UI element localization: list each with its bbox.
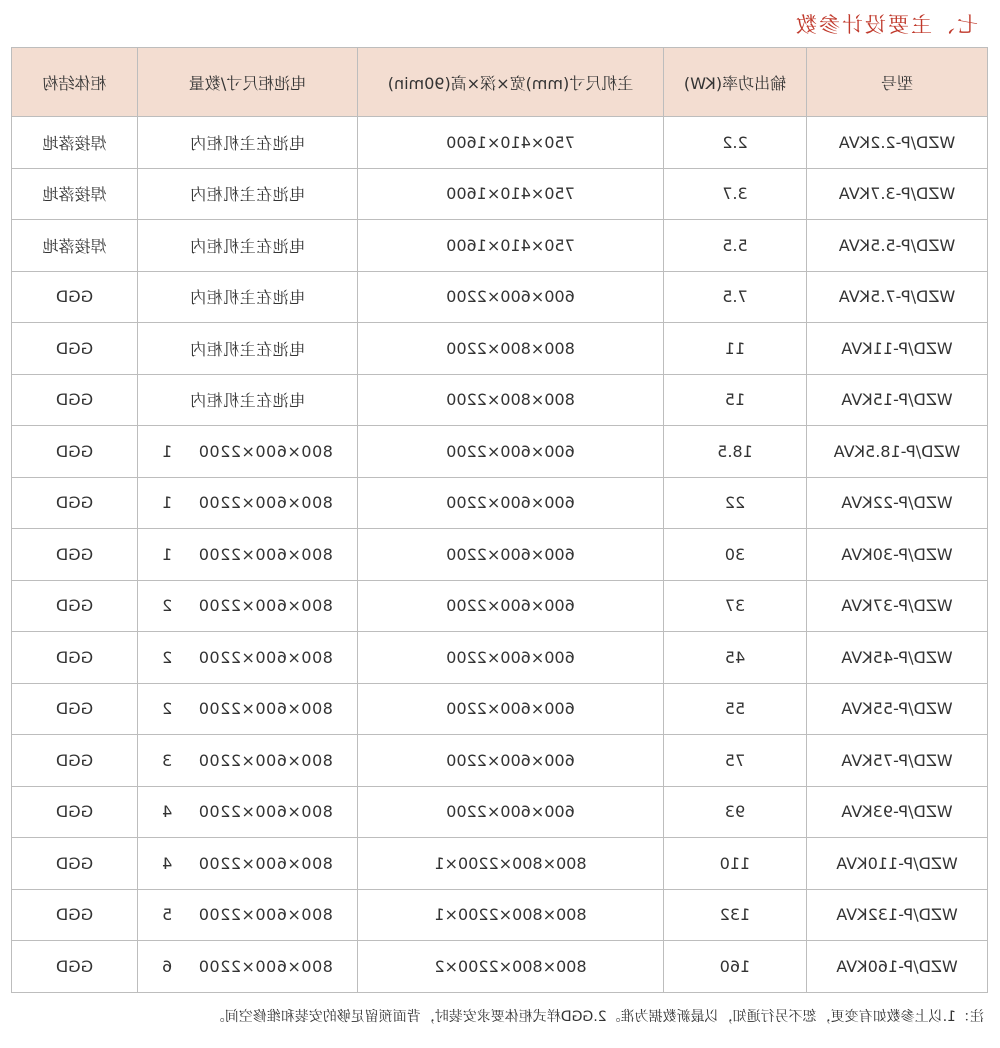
cell-battery-cabinet: [138, 529, 358, 581]
cell-model: WZD/P-22KVA: [807, 477, 988, 529]
cabinet-quantity: 4: [162, 853, 173, 873]
cabinet-quantity: 3: [162, 750, 173, 770]
cell-power: 3.7: [664, 168, 807, 220]
cell-power: 22: [664, 477, 807, 529]
cell-model: WZD/P-3.7KVA: [807, 168, 988, 220]
cabinet-dimension: 800×600×2200: [198, 544, 333, 564]
cell-host-size: 600×600×2200: [358, 477, 664, 529]
cell-structure: GGD: [12, 632, 138, 684]
cabinet-quantity: 6: [162, 956, 173, 976]
cell-host-size: 800×800×2200×1: [358, 838, 664, 890]
header-host-size: 主机尺寸(mm)宽×深×高(90min): [358, 48, 664, 117]
table-row: [12, 477, 988, 529]
table-row: [12, 323, 988, 375]
cell-battery-cabinet: [138, 632, 358, 684]
cell-model: WZD/P-160KVA: [807, 941, 988, 993]
table-row: [12, 426, 988, 478]
cell-host-size: 800×800×2200×2: [358, 941, 664, 993]
cell-battery-cabinet: [138, 426, 358, 478]
cell-host-size: 600×600×2200: [358, 271, 664, 323]
cell-power: 55: [664, 683, 807, 735]
cabinet-dimension: 800×600×2200: [198, 699, 333, 719]
table-row: [12, 941, 988, 993]
cell-structure: 焊接落地: [12, 220, 138, 272]
cell-host-size: 600×600×2200: [358, 580, 664, 632]
cell-structure: 焊接落地: [12, 168, 138, 220]
cell-battery-cabinet: [138, 683, 358, 735]
cabinet-quantity: 2: [162, 596, 173, 616]
header-power: 输出功率(KW): [664, 48, 807, 117]
cell-battery-cabinet: [138, 735, 358, 787]
cabinet-dimension: 800×600×2200: [198, 802, 333, 822]
cell-battery-cabinet: [138, 323, 358, 375]
cabinet-quantity: 4: [162, 802, 173, 822]
cell-structure: GGD: [12, 374, 138, 426]
header-model: 型号: [807, 48, 988, 117]
cell-host-size: 600×600×2200: [358, 426, 664, 478]
table-row: [12, 529, 988, 581]
cell-battery-cabinet: [138, 271, 358, 323]
cell-structure: GGD: [12, 580, 138, 632]
cell-model: WZD/P-75KVA: [807, 735, 988, 787]
cell-structure: GGD: [12, 786, 138, 838]
table-row: [12, 374, 988, 426]
cell-host-size: 600×600×2200: [358, 735, 664, 787]
cell-host-size: 750×410×1600: [358, 117, 664, 169]
cell-model: WZD/P-37KVA: [807, 580, 988, 632]
cell-model: WZD/P-11KVA: [807, 323, 988, 375]
cell-model: WZD/P-7.5KVA: [807, 271, 988, 323]
header-battery-cabinet: 电池柜尺寸/数量: [138, 48, 358, 117]
cell-model: WZD/P-2.2KVA: [807, 117, 988, 169]
cell-battery-cabinet: [138, 786, 358, 838]
header-structure: 柜体结构: [12, 48, 138, 117]
cabinet-quantity: 1: [162, 441, 173, 461]
cell-structure: GGD: [12, 323, 138, 375]
cell-model: WZD/P-30KVA: [807, 529, 988, 581]
cell-power: 75: [664, 735, 807, 787]
cell-model: WZD/P-93KVA: [807, 786, 988, 838]
cell-model: WZD/P-45KVA: [807, 632, 988, 684]
cabinet-quantity: 5: [162, 905, 173, 925]
table-row: [12, 735, 988, 787]
cell-structure: GGD: [12, 838, 138, 890]
section-heading: 七、主要设计参数: [794, 13, 978, 37]
table-row: [12, 683, 988, 735]
table-row: [12, 220, 988, 272]
table-row: [12, 271, 988, 323]
cell-power: 93: [664, 786, 807, 838]
cell-power: 15: [664, 374, 807, 426]
cell-battery-cabinet: [138, 374, 358, 426]
table-row: [12, 580, 988, 632]
cell-battery-cabinet: [138, 889, 358, 941]
cell-battery-cabinet: [138, 168, 358, 220]
design-parameters-table: [11, 47, 988, 993]
cell-power: 132: [664, 889, 807, 941]
cell-structure: GGD: [12, 683, 138, 735]
cell-model: WZD/P-55KVA: [807, 683, 988, 735]
cell-battery-cabinet: [138, 838, 358, 890]
footnote: 注：1.以上参数如有变更，恕不另行通知，以最新数据为准。2.GGD样式柜体要求安装时，背面预留足够的安装和维修空间。: [210, 1009, 984, 1025]
cell-battery-cabinet: [138, 117, 358, 169]
cabinet-quantity: 1: [162, 544, 173, 564]
cabinet-quantity: 1: [162, 493, 173, 513]
cell-power: 110: [664, 838, 807, 890]
table-row: [12, 632, 988, 684]
cell-structure: 焊接落地: [12, 117, 138, 169]
cell-power: 7.5: [664, 271, 807, 323]
cell-host-size: 600×600×2200: [358, 632, 664, 684]
cell-host-size: 750×410×1600: [358, 168, 664, 220]
cell-power: 37: [664, 580, 807, 632]
cabinet-dimension: 电池在主机柜内: [189, 236, 306, 256]
cell-structure: GGD: [12, 426, 138, 478]
cell-battery-cabinet: [138, 580, 358, 632]
cell-battery-cabinet: [138, 220, 358, 272]
cell-host-size: 600×600×2200: [358, 683, 664, 735]
cell-power: 5.5: [664, 220, 807, 272]
table-row: [12, 838, 988, 890]
cell-power: 2.2: [664, 117, 807, 169]
cell-model: WZD/P-110KVA: [807, 838, 988, 890]
table-row: [12, 117, 988, 169]
cell-battery-cabinet: [138, 941, 358, 993]
cabinet-dimension: 800×600×2200: [198, 750, 333, 770]
cabinet-dimension: 800×600×2200: [198, 596, 333, 616]
cell-host-size: 750×410×1600: [358, 220, 664, 272]
cabinet-dimension: 电池在主机柜内: [189, 185, 306, 205]
cell-power: 30: [664, 529, 807, 581]
cell-structure: GGD: [12, 889, 138, 941]
cell-host-size: 800×800×2200×1: [358, 889, 664, 941]
cabinet-dimension: 800×600×2200: [198, 956, 333, 976]
cell-host-size: 600×600×2200: [358, 786, 664, 838]
cell-structure: GGD: [12, 735, 138, 787]
cell-power: 160: [664, 941, 807, 993]
cabinet-dimension: 电池在主机柜内: [189, 391, 306, 411]
cell-structure: GGD: [12, 941, 138, 993]
cell-host-size: 800×800×2200: [358, 374, 664, 426]
cabinet-dimension: 800×600×2200: [198, 853, 333, 873]
cell-model: WZD/P-18.5KVA: [807, 426, 988, 478]
cabinet-dimension: 800×600×2200: [198, 441, 333, 461]
table-header-row: [12, 48, 988, 117]
cell-host-size: 600×600×2200: [358, 529, 664, 581]
cell-power: 45: [664, 632, 807, 684]
cell-host-size: 800×800×2200: [358, 323, 664, 375]
cell-structure: GGD: [12, 271, 138, 323]
cabinet-quantity: 2: [162, 647, 173, 667]
cabinet-dimension: 800×600×2200: [198, 493, 333, 513]
cell-structure: GGD: [12, 477, 138, 529]
table-row: [12, 889, 988, 941]
cabinet-dimension: 800×600×2200: [198, 647, 333, 667]
cabinet-dimension: 电池在主机柜内: [189, 133, 306, 153]
cabinet-dimension: 800×600×2200: [198, 905, 333, 925]
table-row: [12, 168, 988, 220]
cell-structure: GGD: [12, 529, 138, 581]
cell-battery-cabinet: [138, 477, 358, 529]
cabinet-dimension: 电池在主机柜内: [189, 288, 306, 308]
cell-model: WZD/P-132KVA: [807, 889, 988, 941]
cabinet-quantity: 2: [162, 699, 173, 719]
cell-power: 11: [664, 323, 807, 375]
table-body: [12, 117, 988, 993]
table-row: [12, 786, 988, 838]
cabinet-dimension: 电池在主机柜内: [189, 339, 306, 359]
cell-model: WZD/P-15KVA: [807, 374, 988, 426]
cell-power: 18.5: [664, 426, 807, 478]
cell-model: WZD/P-5.5KVA: [807, 220, 988, 272]
